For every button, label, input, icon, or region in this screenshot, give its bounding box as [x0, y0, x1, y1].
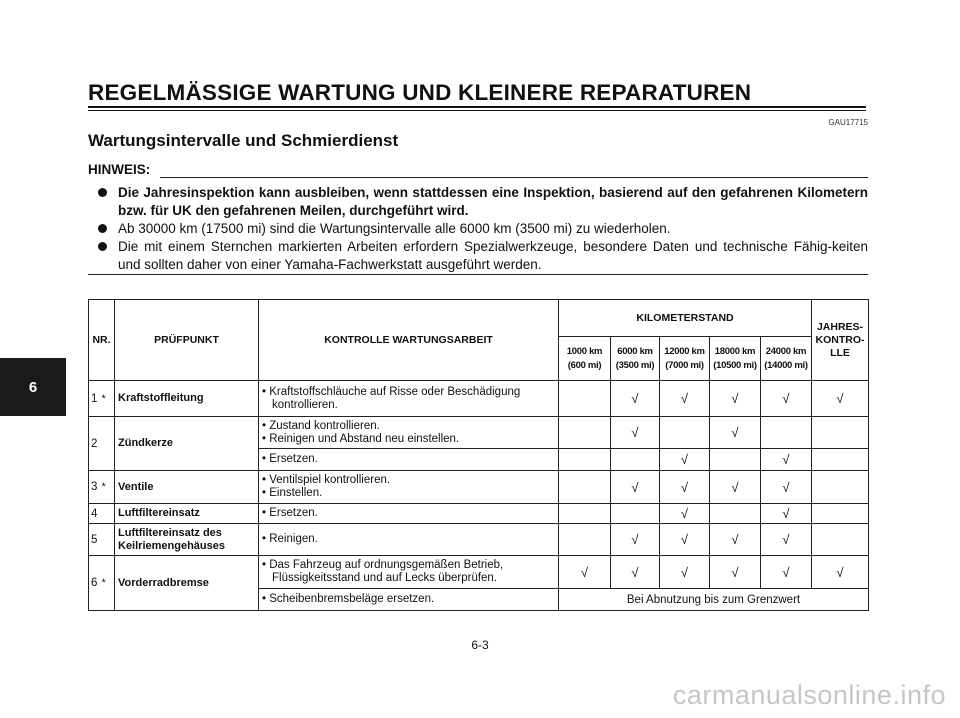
wear-limit-note: Bei Abnutzung bis zum Grenzwert [559, 589, 869, 611]
row-point: Zündkerze [115, 417, 259, 471]
table-row [89, 471, 869, 504]
check-cell: √ [761, 381, 812, 417]
check-cell: √ [611, 381, 660, 417]
row-star [102, 417, 115, 471]
check-cell [761, 417, 812, 449]
table-row [89, 381, 869, 417]
check-cell: √ [761, 471, 812, 504]
check-cell: √ [660, 556, 710, 589]
row-point: Luftfiltereinsatz des Keilriemengehäuses [115, 524, 259, 556]
row-number: 5 [89, 524, 102, 556]
header-rule [88, 106, 866, 111]
note-list [96, 184, 868, 274]
header-km-group: KILOMETERSTAND [559, 300, 812, 337]
section-title: Wartungsintervalle und Schmierdienst [88, 131, 399, 150]
check-cell: √ [812, 556, 869, 589]
check-cell [812, 449, 869, 471]
page-number: 6-3 [471, 638, 489, 652]
row-star: * [102, 471, 115, 504]
check-cell [611, 449, 660, 471]
check-cell: √ [710, 524, 761, 556]
check-cell: √ [710, 471, 761, 504]
row-work: • Ersetzen. [259, 504, 559, 524]
check-cell [611, 504, 660, 524]
row-star [102, 504, 115, 524]
check-cell [559, 417, 611, 449]
header-km-24000: 24000 km (14000 mi) [761, 337, 812, 381]
row-work: • Scheibenbremsbeläge ersetzen. [259, 589, 559, 611]
header-km-18000: 18000 km (10500 mi) [710, 337, 761, 381]
row-number: 2 [89, 417, 102, 471]
check-cell: √ [611, 417, 660, 449]
table-row [89, 417, 869, 449]
row-work: • Zustand kontrollieren. • Reinigen und Abstand neu einstellen. [259, 417, 559, 449]
reference-code: GAU17715 [828, 118, 868, 127]
check-cell [559, 381, 611, 417]
check-cell [812, 471, 869, 504]
check-cell [812, 504, 869, 524]
chapter-tab: 6 [0, 358, 66, 416]
check-cell: √ [660, 524, 710, 556]
check-cell: √ [660, 381, 710, 417]
check-cell [660, 417, 710, 449]
check-cell [710, 449, 761, 471]
check-cell: √ [761, 524, 812, 556]
note-end-rule [88, 274, 868, 275]
header-nr: NR. [89, 300, 115, 381]
row-number: 4 [89, 504, 102, 524]
check-cell: √ [559, 556, 611, 589]
header-km-6000: 6000 km (3500 mi) [611, 337, 660, 381]
maintenance-table [88, 299, 869, 611]
bullet-icon [98, 224, 107, 233]
note-label: HINWEIS: [88, 162, 151, 177]
row-star [102, 524, 115, 556]
check-cell: √ [611, 524, 660, 556]
row-number: 6 [89, 556, 102, 611]
check-cell [559, 504, 611, 524]
row-work: • Reinigen. [259, 524, 559, 556]
row-work: • Ersetzen. [259, 449, 559, 471]
page-header-title: REGELMÄSSIGE WARTUNG UND KLEINERE REPARATUREN [88, 80, 752, 105]
check-cell: √ [761, 556, 812, 589]
table-row [89, 504, 869, 524]
check-cell: √ [611, 556, 660, 589]
header-point: PRÜFPUNKT [115, 300, 259, 381]
watermark-text: carmanualsonline.info [672, 680, 946, 710]
bullet-icon [98, 242, 107, 251]
check-cell [559, 471, 611, 504]
header-km-12000: 12000 km (7000 mi) [660, 337, 710, 381]
table-row [89, 556, 869, 589]
check-cell: √ [660, 504, 710, 524]
bullet-icon [98, 188, 107, 197]
note-item: Die Jahresinspektion kann ausbleiben, wenn stattdessen eine Inspektion, basierend auf den gefahrenen Kilometern bzw. für UK den gefahrenen Meilen, durchgeführt wird. [96, 184, 868, 220]
row-star: * [102, 556, 115, 611]
note-item: Die mit einem Sternchen markierten Arbeiten erfordern Spezialwerkzeuge, besondere Daten und technische Fähig-keiten und sollten daher von einer Yamaha-Fachwerkstatt ausgeführt werden. [96, 238, 868, 274]
row-point: Ventile [115, 471, 259, 504]
row-point: Vorderradbremse [115, 556, 259, 611]
note-rule [160, 177, 868, 178]
header-km-1000: 1000 km (600 mi) [559, 337, 611, 381]
note-item: Ab 30000 km (17500 mi) sind die Wartungsintervalle alle 6000 km (3500 mi) zu wiederholen. [96, 220, 868, 238]
check-cell: √ [761, 504, 812, 524]
check-cell: √ [812, 381, 869, 417]
row-number: 1 [89, 381, 102, 417]
row-number: 3 [89, 471, 102, 504]
check-cell: √ [710, 381, 761, 417]
check-cell [710, 504, 761, 524]
check-cell [559, 524, 611, 556]
row-work: • Kraftstoffschläuche auf Risse oder Beschädigung kontrollieren. [259, 381, 559, 417]
row-work: • Das Fahrzeug auf ordnungsgemäßen Betrieb, Flüssigkeitsstand und auf Lecks überprüfen. [259, 556, 559, 589]
row-point: Luftfiltereinsatz [115, 504, 259, 524]
row-star: * [102, 381, 115, 417]
check-cell [559, 449, 611, 471]
check-cell [812, 417, 869, 449]
check-cell [812, 524, 869, 556]
row-work: • Ventilspiel kontrollieren. • Einstellen. [259, 471, 559, 504]
check-cell: √ [611, 471, 660, 504]
check-cell: √ [761, 449, 812, 471]
table-row [89, 524, 869, 556]
row-point: Kraftstoffleitung [115, 381, 259, 417]
check-cell: √ [660, 471, 710, 504]
check-cell: √ [710, 556, 761, 589]
check-cell: √ [710, 417, 761, 449]
header-annual [812, 300, 869, 381]
check-cell: √ [660, 449, 710, 471]
header-annual-text: JAHRES-KONTRO-LLE [815, 320, 865, 359]
header-work: KONTROLLE WARTUNGSARBEIT [259, 300, 559, 381]
